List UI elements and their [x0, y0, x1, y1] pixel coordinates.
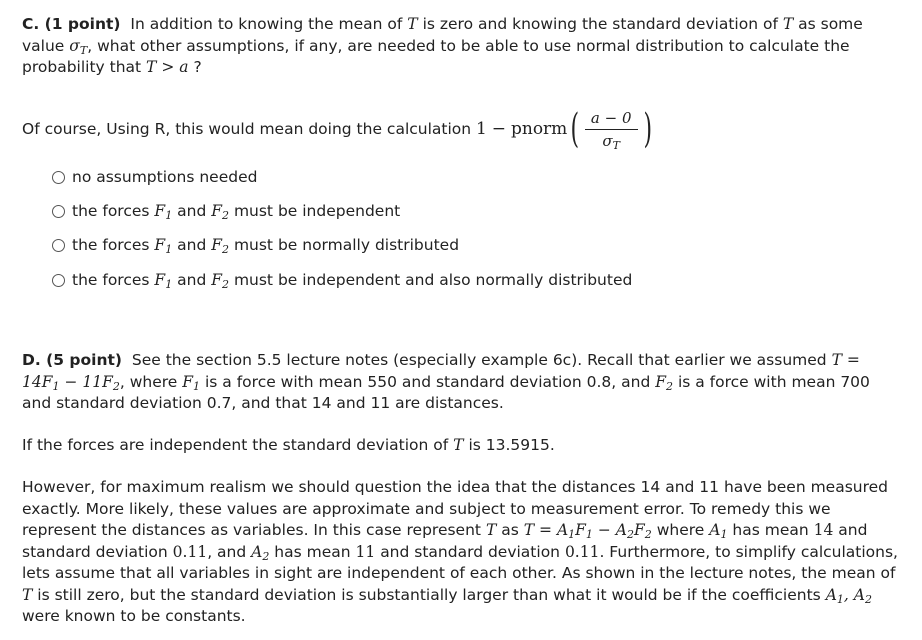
- paragraph-text: . Furthermore, to simplify calculations, lets assume that all variables in sight are independent of each other. As shown in the lecture notes, the mean of: [22, 542, 898, 582]
- part-d-std-line: [22, 435, 902, 457]
- math-14: 14: [813, 521, 834, 539]
- question-text: In addition to knowing the mean of: [130, 15, 403, 33]
- question-mark: ?: [193, 58, 202, 76]
- option-label: must be normally distributed: [233, 236, 460, 254]
- paragraph-text: is a force with mean 700 and standard deviation 0.7, and that 14 and 11 are distances.: [22, 372, 870, 412]
- question-text: is zero and knowing the standard deviation of: [422, 15, 778, 33]
- math-11: 11: [355, 542, 376, 561]
- math-F1: $F_1$: [182, 372, 201, 393]
- option-no-assumptions[interactable]: [52, 165, 257, 189]
- math-T: T: [22, 585, 33, 604]
- formula-one: 1: [476, 119, 487, 139]
- formula-fraction: [585, 109, 638, 150]
- paragraph-text: as: [501, 521, 519, 539]
- option-independent[interactable]: [52, 199, 400, 223]
- math-T: T: [453, 436, 464, 454]
- radio-button[interactable]: [52, 274, 65, 287]
- paragraph-text: , where: [119, 372, 178, 391]
- question-text: as some value: [22, 15, 863, 55]
- paragraph-text: has mean: [274, 542, 351, 561]
- formula-intro: Of course, Using R, this would mean doing the calculation: [22, 120, 472, 138]
- math-F1: $F_1$: [154, 271, 173, 291]
- math-T: T: [407, 15, 418, 33]
- paragraph-text: is still zero, but the standard deviation is substantially larger than what it would be if the coefficients: [37, 585, 821, 604]
- math-F2: $F_2$: [211, 202, 229, 222]
- paragraph-text: has mean: [732, 521, 809, 539]
- option-normal[interactable]: [52, 233, 459, 257]
- paragraph-text: is a force with mean 550 and standard deviation 0.8, and: [204, 372, 651, 391]
- radio-button[interactable]: [52, 205, 65, 218]
- part-d-label: D. (5 point): [22, 351, 123, 369]
- math-F2: $F_2$: [655, 372, 673, 393]
- fraction-numerator: a − 0: [585, 109, 638, 130]
- option-label: must be independent and also normally distributed: [233, 271, 633, 289]
- math-T: T: [485, 521, 497, 539]
- paragraph-text: , and: [207, 542, 247, 561]
- option-label: and: [177, 236, 207, 254]
- math-T: T: [782, 15, 794, 33]
- math-A2: $A_2$: [251, 542, 270, 563]
- math-A1: $A_1$: [709, 521, 728, 541]
- math-F1: $F_1$: [154, 202, 173, 222]
- math-F2: $F_2$: [211, 271, 229, 291]
- part-c-question: [22, 14, 902, 79]
- fraction-denominator: $\sigma_T$: [602, 131, 620, 152]
- paragraph-text: were known to be constants.: [22, 607, 246, 625]
- math-sigma-T: $\sigma_T$: [69, 36, 88, 57]
- math-0-11: 0.11: [564, 542, 600, 561]
- option-label: and: [177, 202, 207, 220]
- paragraph-text: See the section 5.5 lecture notes (especially example 6c). Recall that earlier we assumed: [131, 351, 827, 369]
- math-A1-A2: $A_1$, $A_2$: [825, 585, 872, 606]
- math-T-random-equation: $T = A_1F_1 - A_2F_2$: [523, 521, 652, 541]
- math-F2: $F_2$: [211, 236, 229, 256]
- option-label: and: [177, 271, 207, 289]
- math-a: a: [179, 58, 189, 76]
- radio-button[interactable]: [52, 171, 65, 184]
- paragraph-text: and standard deviation: [22, 521, 868, 561]
- formula-pnorm: pnorm: [510, 119, 568, 139]
- option-label: no assumptions needed: [72, 168, 258, 186]
- math-T: T: [146, 58, 157, 76]
- math-F1: $F_1$: [154, 236, 173, 256]
- option-label: must be independent: [233, 202, 401, 220]
- left-paren: (: [570, 106, 580, 152]
- question-text: , what other assumptions, if any, are needed to be able to use normal distribution to calculate the probability that: [22, 36, 850, 76]
- math-gt: >: [161, 58, 175, 76]
- formula-line: [22, 104, 655, 154]
- paragraph-text: is 13.5915.: [468, 436, 555, 454]
- part-d-intro: [22, 350, 902, 415]
- part-d-main: [22, 477, 902, 628]
- math-T-equation: $T = 14F_1 - 11F_2$: [22, 351, 860, 393]
- option-independent-normal[interactable]: [52, 268, 632, 292]
- option-label: the forces: [72, 271, 150, 289]
- paragraph-text: However, for maximum realism we should question the idea that the distances 14 and 11 have been measured exactly. More likely, these values are approximate and subject to measurement error. To remedy this we represent the distances as variables. In this case represent: [22, 478, 889, 539]
- formula-minus: −: [491, 119, 507, 139]
- option-label: the forces: [72, 236, 150, 254]
- option-label: the forces: [72, 202, 150, 220]
- radio-button[interactable]: [52, 239, 65, 252]
- math-0-11: 0.11: [172, 542, 208, 561]
- right-paren: ): [643, 106, 652, 152]
- part-c-label: C. (1 point): [22, 15, 121, 33]
- paragraph-text: where: [656, 521, 705, 539]
- paragraph-text: If the forces are independent the standard deviation of: [22, 436, 449, 454]
- paragraph-text: and standard deviation: [380, 542, 560, 561]
